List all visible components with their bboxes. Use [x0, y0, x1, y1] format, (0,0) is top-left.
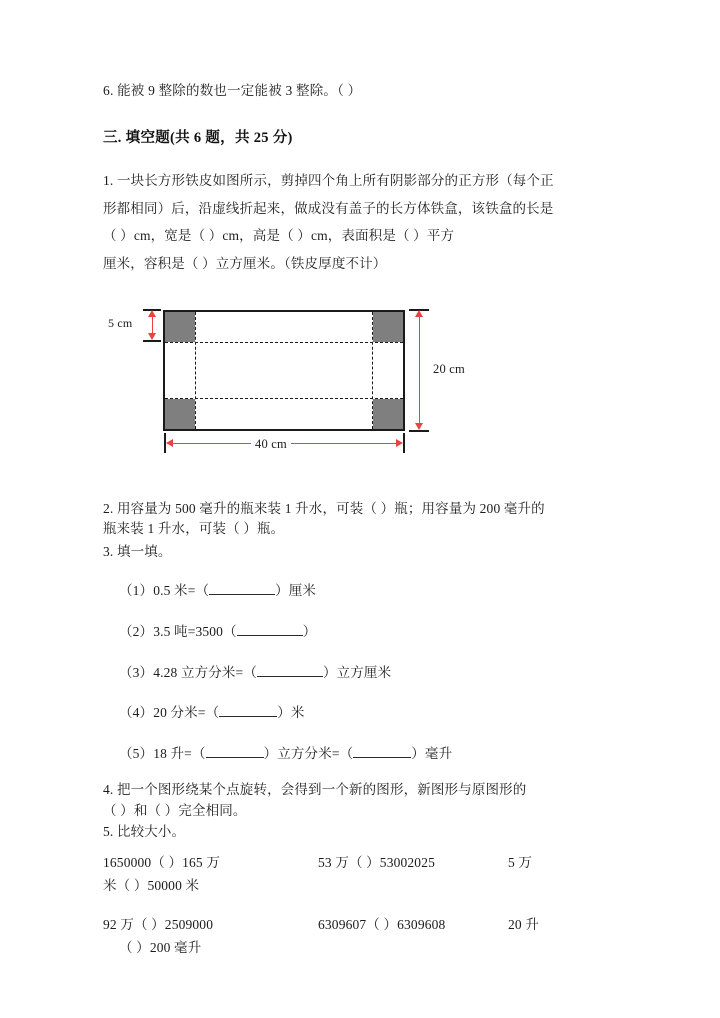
question-4: [103, 780, 623, 822]
item-1-suffix: ）厘米: [275, 583, 317, 599]
item-5-expression-b: ）立方分米=（: [263, 745, 354, 761]
dim40-arrowhead-left: [166, 439, 173, 447]
question-3-item-5: [119, 744, 623, 764]
question-1-line-2: 形都相同）后，沿虚线折起来，做成没有盖子的长方体铁盒，该铁盒的长是: [103, 200, 554, 216]
shaded-corner-top-left: [165, 312, 195, 342]
question-3: [103, 542, 623, 763]
item-4-blank[interactable]: [219, 703, 277, 717]
item-2-expression: 3.5 吨=3500（: [153, 623, 237, 639]
item-5-blank-2[interactable]: [353, 744, 411, 758]
item-4-suffix: ）米: [277, 705, 305, 721]
dim20-tick-bottom: [409, 430, 429, 432]
comparison-group-1: [103, 851, 623, 897]
comparison-1a: 1650000（ ）165 万: [103, 854, 220, 870]
shaded-corner-bottom-left: [165, 399, 195, 429]
comparison-2b: 6309607（ ）6309608: [318, 917, 446, 933]
comparison-row-2-wrap: （ ）200 毫升: [119, 940, 202, 956]
dimension-label-40cm: 40 cm: [251, 437, 291, 452]
fold-line-left: [195, 312, 196, 429]
shaded-corner-bottom-right: [373, 399, 403, 429]
comparison-row-1: [103, 851, 623, 874]
question-3-title: 3. 填一填。: [103, 544, 172, 560]
section-heading-fill-in-blanks: 三. 填空题(共 6 题，共 25 分): [103, 129, 293, 146]
dim20-arrow-shaft: [419, 312, 420, 428]
item-3-blank[interactable]: [257, 663, 323, 677]
question-3-item-3: [119, 663, 623, 683]
question-5-title: 5. 比较大小。: [103, 823, 186, 839]
question-1-line-1: 1. 一块长方形铁皮如图所示，剪掉四个角上所有阴影部分的正方形（每个正: [103, 172, 554, 188]
item-3-prefix: （3）: [119, 664, 154, 680]
figure-rectangular-sheet: [103, 300, 623, 475]
worksheet-content: [103, 80, 623, 959]
question-5: [103, 822, 623, 960]
question-1: [103, 167, 623, 278]
sheet-outline: [163, 310, 405, 431]
item-5-expression-a: 18 升=（: [153, 745, 206, 761]
question-1-line-4: 厘米，容积是（ ）立方厘米。（铁皮厚度不计）: [103, 255, 387, 271]
dim5-arrowhead-up: [148, 310, 156, 317]
item-4-expression: 20 分米=（: [153, 705, 220, 721]
question-3-item-4: [119, 703, 623, 723]
dim5-arrowhead-down: [148, 333, 156, 340]
comparison-1c: 5 万: [508, 854, 533, 870]
comparison-row-2: [103, 913, 623, 936]
dimension-label-5cm: 5 cm: [108, 315, 133, 330]
item-2-prefix: （2）: [119, 623, 154, 639]
item-1-blank[interactable]: [209, 581, 275, 595]
question-3-item-1: [119, 581, 623, 601]
dim5-tick-bottom: [143, 340, 161, 342]
item-3-suffix: ）立方厘米: [322, 664, 392, 680]
dim20-arrowhead-up: [415, 310, 423, 317]
question-1-line-3: （ ）cm，宽是（ ）cm，高是（ ）cm，表面积是（ ）平方: [103, 228, 455, 244]
fold-line-right: [372, 312, 373, 429]
item-5-suffix: ）毫升: [411, 745, 453, 761]
item-5-blank-1[interactable]: [206, 744, 264, 758]
comparison-2a: 92 万（ ）2509000: [103, 917, 214, 933]
dimension-label-20cm: 20 cm: [433, 361, 465, 376]
item-2-suffix: ）: [302, 623, 317, 639]
comparison-row-1-wrap: 米（ ）50000 米: [103, 877, 200, 893]
question-6-true-false: 6. 能被 9 整除的数也一定能被 3 整除。（ ）: [103, 83, 362, 98]
item-1-expression: 0.5 米=（: [153, 583, 210, 599]
comparison-2c: 20 升: [508, 917, 539, 933]
shaded-corner-top-right: [373, 312, 403, 342]
comparison-group-2: [103, 913, 623, 959]
fold-line-bottom: [165, 398, 403, 399]
item-3-expression: 4.28 立方分米=（: [153, 664, 257, 680]
dim40-arrowhead-right: [396, 439, 403, 447]
dim20-arrowhead-down: [415, 423, 423, 430]
question-2: [103, 499, 623, 541]
dim40-tick-right: [403, 433, 405, 453]
fold-line-top: [165, 342, 403, 343]
question-3-item-2: [119, 622, 623, 642]
item-5-prefix: （5）: [119, 745, 154, 761]
question-2-line-1: 2. 用容量为 500 毫升的瓶来装 1 升水，可装（ ）瓶；用容量为 200 毫升的: [103, 500, 545, 516]
question-4-line-2: （ ）和（ ）完全相同。: [103, 802, 247, 818]
item-2-blank[interactable]: [237, 622, 303, 636]
question-2-line-2: 瓶来装 1 升水，可装（ ）瓶。: [103, 521, 285, 537]
comparison-1b: 53 万（ ）53002025: [318, 854, 435, 870]
item-4-prefix: （4）: [119, 705, 154, 721]
item-1-prefix: （1）: [119, 583, 154, 599]
question-4-line-1: 4. 把一个图形绕某个点旋转，会得到一个新的图形，新图形与原图形的: [103, 781, 527, 797]
